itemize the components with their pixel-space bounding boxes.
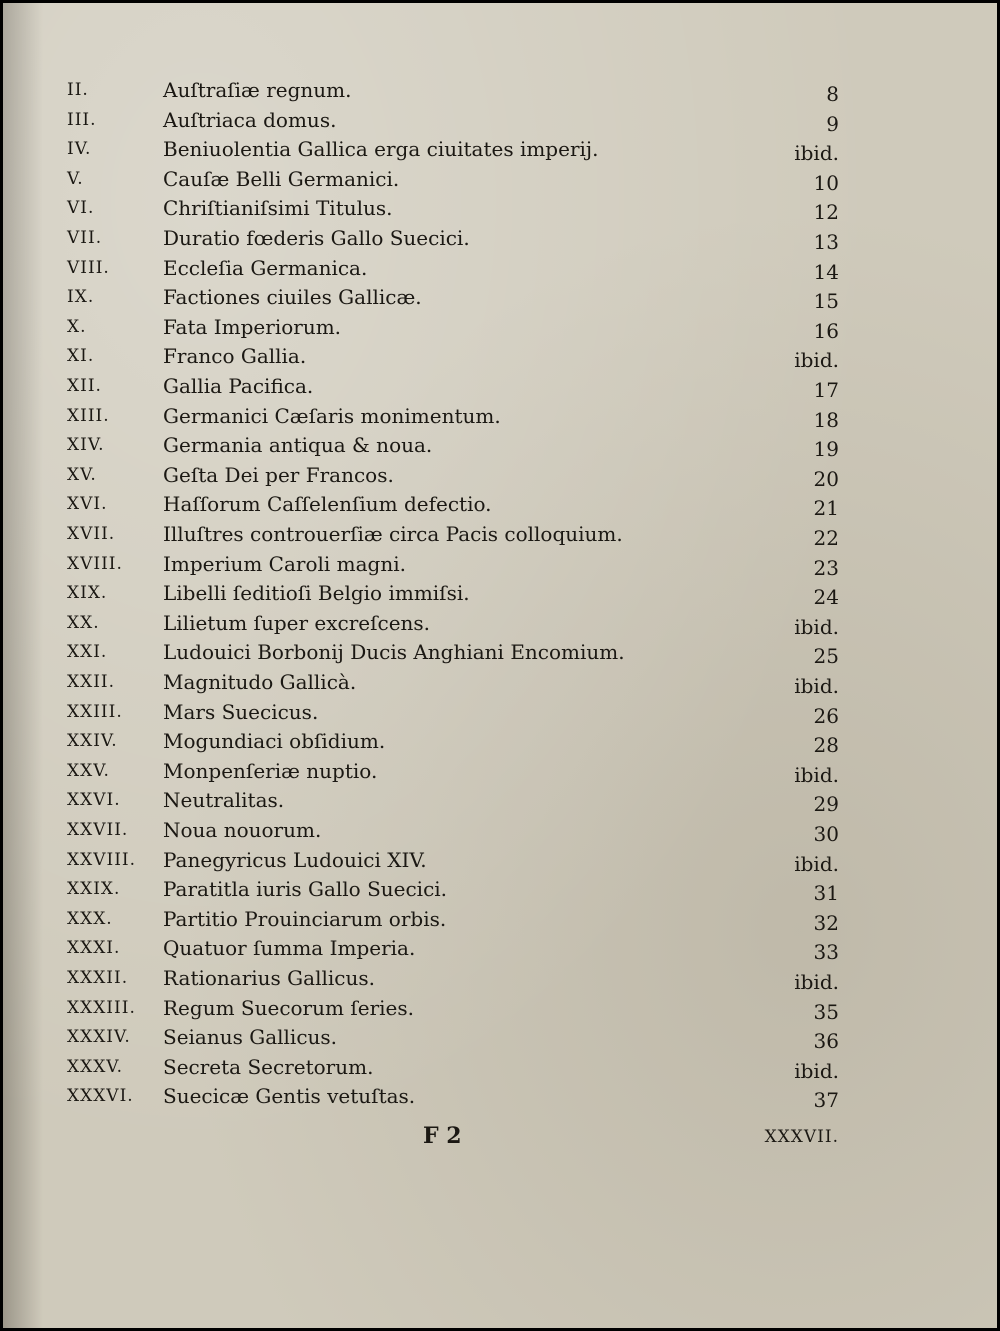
entry-title: Neutralitas. (163, 788, 285, 812)
index-list (3, 3, 997, 1143)
entry-number: XXXV. (67, 1057, 124, 1077)
entry-number: XV. (67, 465, 97, 485)
entry-page-number: 25 (813, 644, 839, 668)
entry-number: XXVI. (67, 790, 121, 810)
index-entry (3, 637, 997, 667)
entry-page-number: 15 (813, 289, 839, 313)
entry-title: Ludouici Borbonij Ducis Anghiani Encomium. (163, 640, 625, 664)
entry-number: XXII. (67, 672, 116, 692)
index-entry (3, 134, 997, 164)
entry-title: Paratitla iuris Gallo Suecici. (163, 877, 448, 901)
entry-title: Franco Gallia. (163, 344, 307, 368)
entry-page-number: 21 (813, 496, 839, 520)
entry-title: Regum Suecorum ſeries. (163, 996, 414, 1020)
index-entry (3, 578, 997, 608)
index-entry (3, 874, 997, 904)
entry-title: Secreta Secretorum. (163, 1055, 374, 1079)
entry-number: XIV. (67, 435, 105, 455)
entry-title: Imperium Caroli magni. (163, 552, 406, 576)
entry-title: Germanici Cæſaris monimentum. (163, 404, 501, 428)
entry-page-number: ibid. (794, 970, 839, 994)
entry-page-number: 35 (813, 1000, 839, 1024)
index-entry (3, 519, 997, 549)
entry-page-number: 23 (813, 556, 839, 580)
entry-page-number: 26 (813, 704, 839, 728)
index-entry (3, 75, 997, 105)
entry-title: Illuſtres controuerſiæ circa Pacis colloquium. (163, 522, 623, 546)
entry-page-number: 30 (813, 822, 839, 846)
index-entry (3, 845, 997, 875)
entry-title: Magnitudo Gallicà. (163, 670, 357, 694)
entry-page-number: 33 (813, 940, 839, 964)
entry-title: Fata Imperiorum. (163, 315, 342, 339)
index-entry (3, 815, 997, 845)
index-entry (3, 904, 997, 934)
entry-page-number: 8 (826, 82, 839, 106)
index-entry (3, 371, 997, 401)
entry-number: IV. (67, 139, 92, 159)
index-entry (3, 1022, 997, 1052)
entry-number: III. (67, 110, 97, 130)
entry-number: XXVII. (67, 820, 129, 840)
entry-title: Geſta Dei per Francos. (163, 463, 394, 487)
entry-number: XVI. (67, 494, 108, 514)
entry-number: VI. (67, 198, 95, 218)
index-entry (3, 756, 997, 786)
entry-page-number: 37 (813, 1088, 839, 1112)
index-entry (3, 253, 997, 283)
entry-number: X. (67, 317, 87, 337)
entry-number: XXIII. (67, 702, 123, 722)
index-entry (3, 667, 997, 697)
entry-page-number: ibid. (794, 348, 839, 372)
index-entry (3, 401, 997, 431)
entry-title: Cauſæ Belli Germanici. (163, 167, 400, 191)
entry-page-number: 12 (813, 200, 839, 224)
entry-title: Lilietum ſuper excreſcens. (163, 611, 431, 635)
entry-title: Libelli ſeditioſi Belgio immiſsi. (163, 581, 470, 605)
entry-number: XXIX. (67, 879, 121, 899)
entry-title: Haſſorum Caſſelenſium defectio. (163, 492, 492, 516)
entry-title: Seianus Gallicus. (163, 1025, 338, 1049)
book-page (3, 3, 997, 1328)
entry-title: Noua nouorum. (163, 818, 322, 842)
entry-number: VII. (67, 228, 103, 248)
entry-title: Mogundiaci obſidium. (163, 729, 386, 753)
entry-number: XXVIII. (67, 850, 137, 870)
entry-page-number: ibid. (794, 615, 839, 639)
entry-title: Monpenſeriæ nuptio. (163, 759, 378, 783)
entry-page-number: 17 (813, 378, 839, 402)
entry-page-number: 24 (813, 585, 839, 609)
index-entry (3, 785, 997, 815)
entry-page-number: 13 (813, 230, 839, 254)
entry-number: XX. (67, 613, 100, 633)
entry-page-number: 32 (813, 911, 839, 935)
index-entry (3, 105, 997, 135)
index-entry (3, 1081, 997, 1111)
signature-mark: F 2 (423, 1123, 462, 1149)
entry-title: Beniuolentia Gallica erga ciuitates imperij. (163, 137, 599, 161)
index-entry (3, 697, 997, 727)
index-entry (3, 312, 997, 342)
index-entry (3, 430, 997, 460)
index-entry (3, 164, 997, 194)
entry-number: XXXVI. (67, 1086, 134, 1106)
entry-number: XXXIV. (67, 1027, 131, 1047)
index-entry (3, 223, 997, 253)
entry-number: IX. (67, 287, 95, 307)
index-entry (3, 963, 997, 993)
entry-number: XIX. (67, 583, 108, 603)
index-entry (3, 489, 997, 519)
entry-page-number: 16 (813, 319, 839, 343)
catchword: XXXVII. (764, 1127, 839, 1147)
index-entry (3, 933, 997, 963)
entry-number: XXIV. (67, 731, 118, 751)
entry-number: XIII. (67, 406, 110, 426)
entry-number: II. (67, 80, 89, 100)
index-entry (3, 993, 997, 1023)
entry-title: Gallia Pacifica. (163, 374, 314, 398)
entry-title: Chriſtianiſsimi Titulus. (163, 196, 393, 220)
entry-title: Eccleſia Germanica. (163, 256, 368, 280)
entry-page-number: 31 (813, 881, 839, 905)
entry-title: Duratio fœderis Gallo Suecici. (163, 226, 470, 250)
entry-number: XII. (67, 376, 102, 396)
entry-page-number: 22 (813, 526, 839, 550)
entry-title: Germania antiqua & noua. (163, 433, 433, 457)
entry-number: XXXIII. (67, 998, 136, 1018)
entry-page-number: 9 (826, 112, 839, 136)
entry-title: Panegyricus Ludouici XIV. (163, 848, 427, 872)
entry-page-number: ibid. (794, 852, 839, 876)
index-entry (3, 341, 997, 371)
entry-number: XXX. (67, 909, 113, 929)
index-entry (3, 460, 997, 490)
entry-page-number: 19 (813, 437, 839, 461)
entry-number: XVII. (67, 524, 116, 544)
entry-page-number: 29 (813, 792, 839, 816)
entry-page-number: ibid. (794, 674, 839, 698)
entry-page-number: 10 (813, 171, 839, 195)
entry-page-number: ibid. (794, 763, 839, 787)
index-entry (3, 549, 997, 579)
entry-number: XI. (67, 346, 95, 366)
entry-number: XVIII. (67, 554, 123, 574)
entry-title: Factiones ciuiles Gallicæ. (163, 285, 422, 309)
entry-title: Mars Suecicus. (163, 700, 319, 724)
entry-title: Partitio Prouinciarum orbis. (163, 907, 447, 931)
entry-page-number: ibid. (794, 141, 839, 165)
entry-number: XXV. (67, 761, 110, 781)
entry-title: Suecicæ Gentis vetuſtas. (163, 1084, 416, 1108)
entry-title: Auſtriaca domus. (163, 108, 337, 132)
entry-page-number: 28 (813, 733, 839, 757)
entry-page-number: 18 (813, 408, 839, 432)
entry-number: VIII. (67, 258, 110, 278)
entry-page-number: 20 (813, 467, 839, 491)
index-entry (3, 1052, 997, 1082)
entry-number: XXI. (67, 642, 108, 662)
index-entry (3, 193, 997, 223)
entry-title: Rationarius Gallicus. (163, 966, 375, 990)
entry-number: XXXI. (67, 938, 121, 958)
index-entry (3, 726, 997, 756)
entry-title: Quatuor ſumma Imperia. (163, 936, 416, 960)
entry-number: V. (67, 169, 84, 189)
entry-number: XXXII. (67, 968, 129, 988)
entry-page-number: 14 (813, 260, 839, 284)
index-entry (3, 608, 997, 638)
entry-page-number: 36 (813, 1029, 839, 1053)
entry-title: Auſtraſiæ regnum. (163, 78, 352, 102)
index-entry (3, 282, 997, 312)
entry-page-number: ibid. (794, 1059, 839, 1083)
